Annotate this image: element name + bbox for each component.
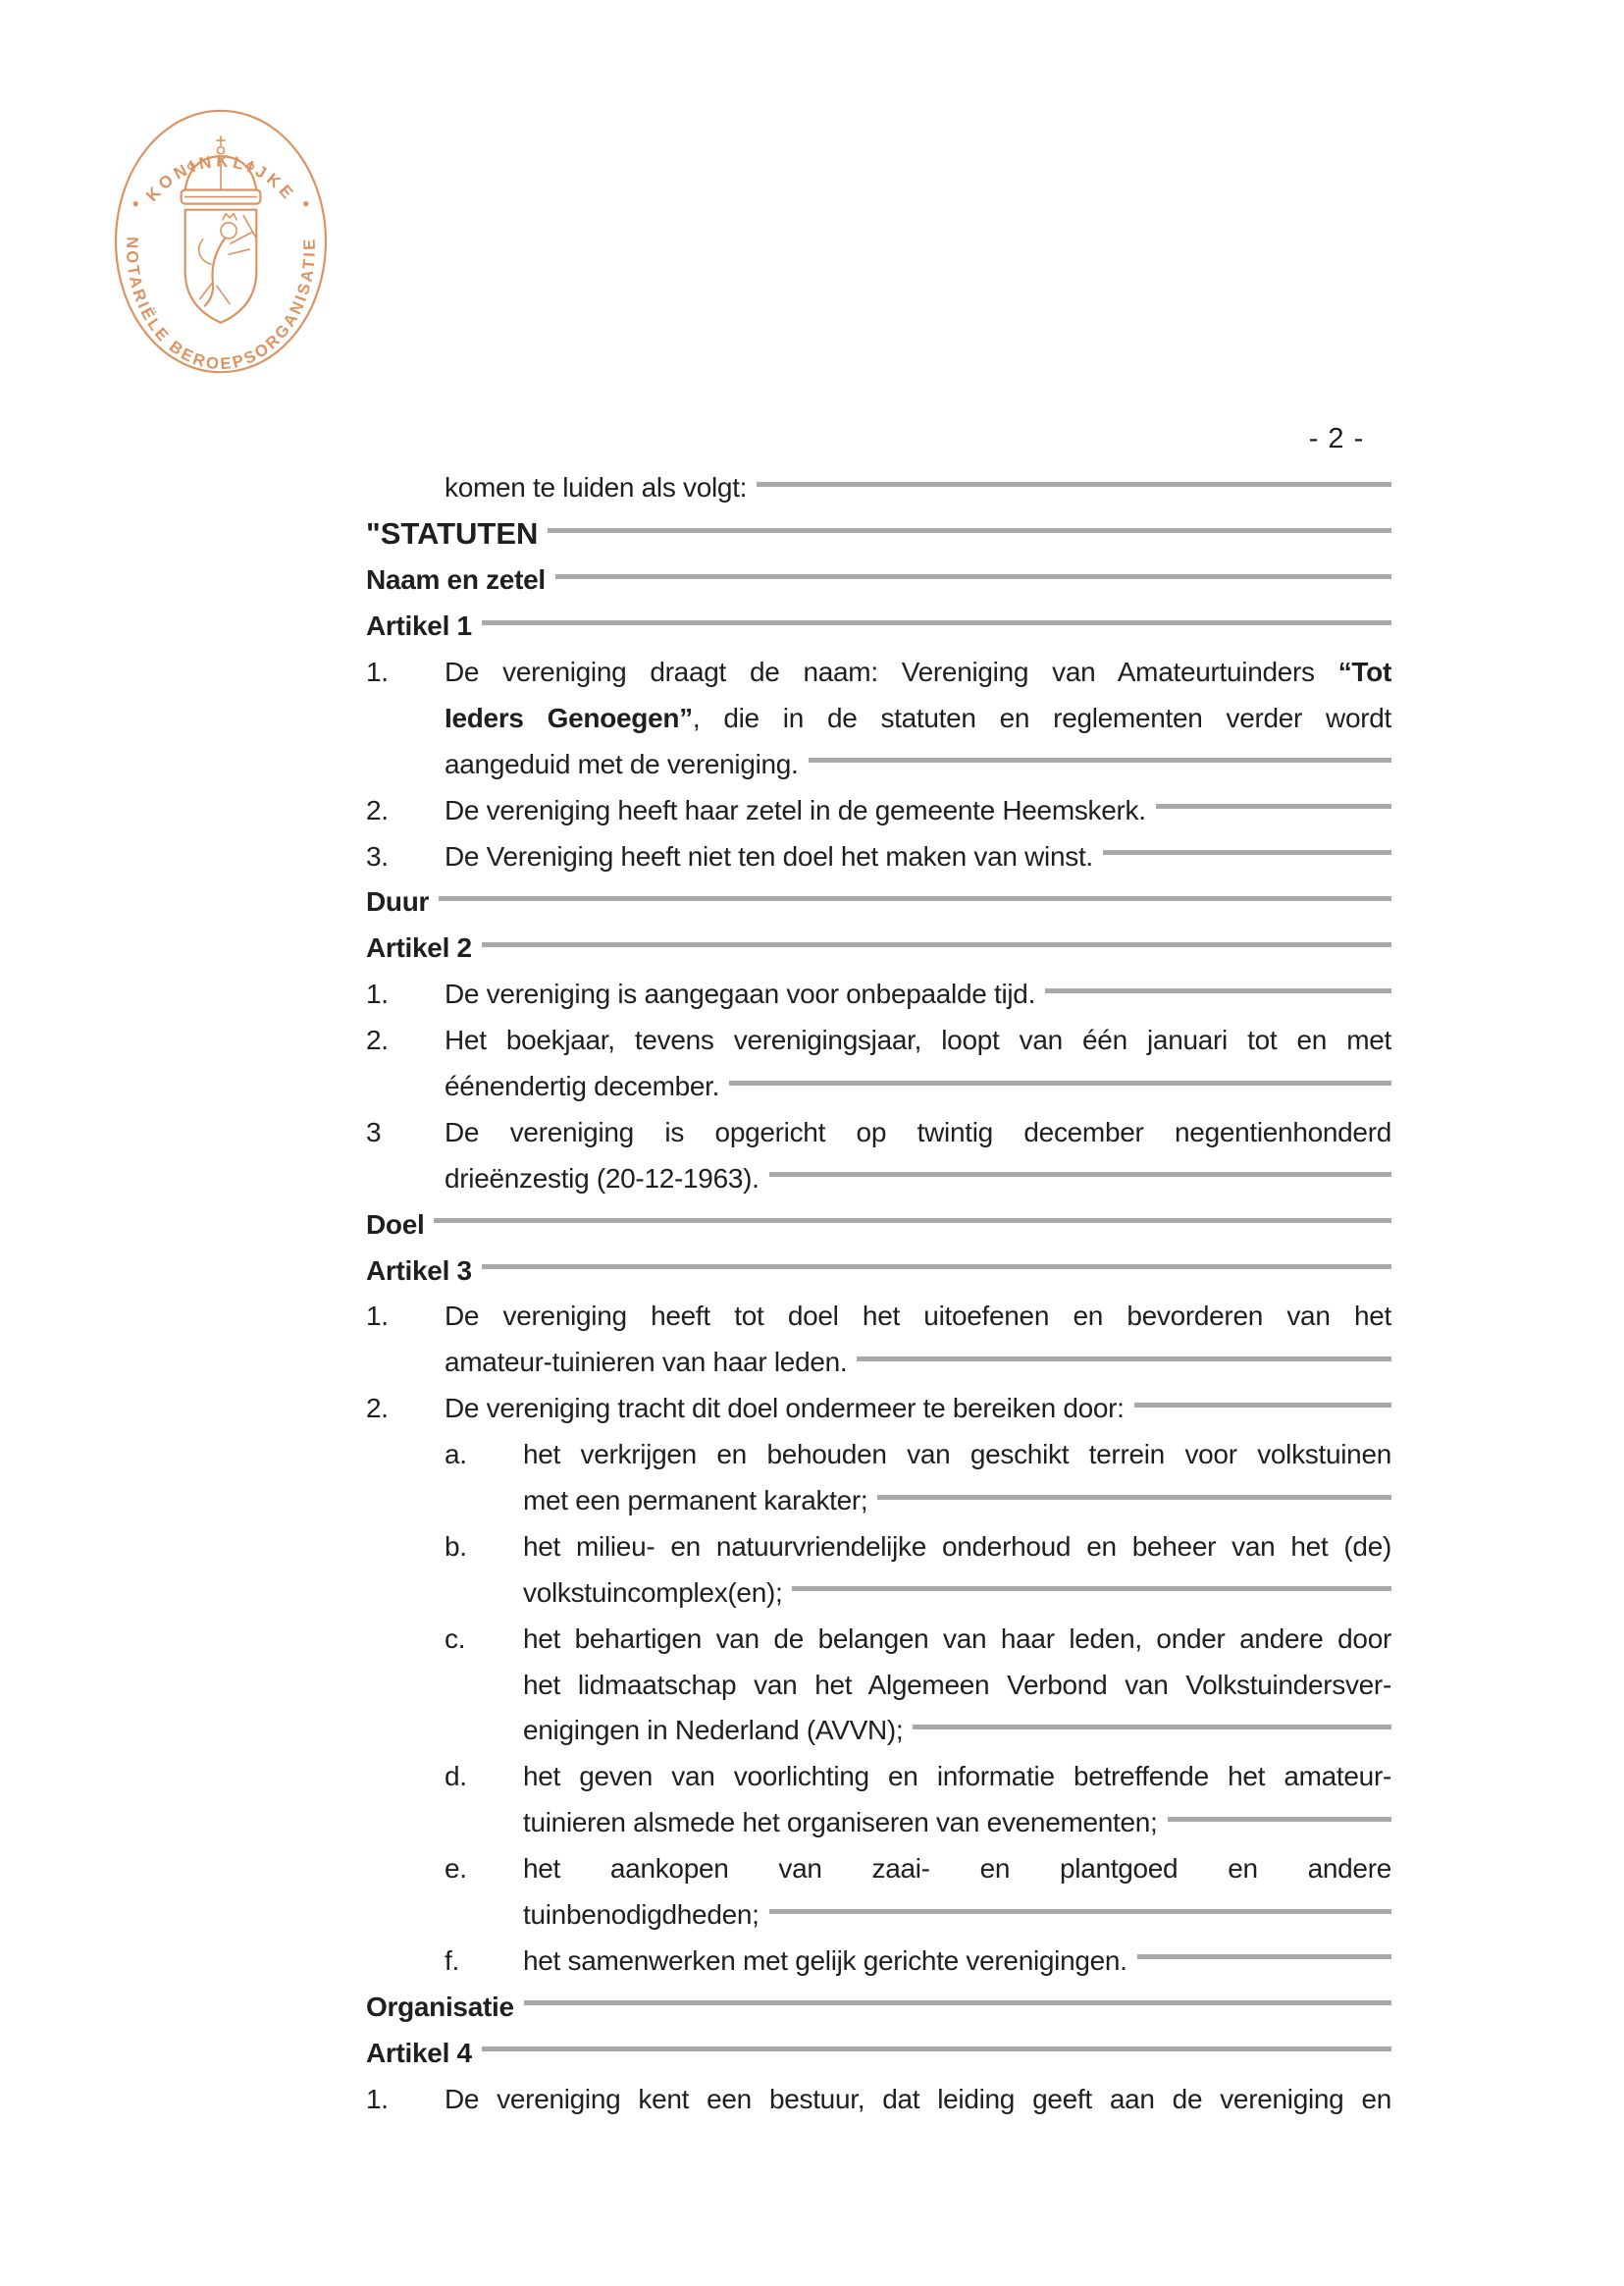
doc-line <box>366 972 1391 1018</box>
doc-line <box>366 1708 1391 1754</box>
line-text: Artikel 4 <box>366 2037 472 2068</box>
fill-line <box>1134 1403 1391 1408</box>
doc-line <box>366 1616 1391 1662</box>
list-marker: 1. <box>366 657 389 687</box>
line-text: Artikel 1 <box>366 611 472 642</box>
heading-line <box>366 926 1391 972</box>
fill-line <box>482 2047 1391 2051</box>
doc-line <box>366 1846 1391 1892</box>
fill-line <box>434 1218 1391 1223</box>
page-number: - 2 - <box>1308 423 1365 454</box>
doc-line <box>366 2076 1391 2122</box>
line-text: het verkrijgen en behouden van geschikt terrein voor volkstuinen <box>523 1439 1391 1470</box>
doc-line <box>366 787 1391 833</box>
line-text: Ieders Genoegen”, die in de statuten en reglementen verder wordt <box>445 702 1391 733</box>
line-text: Naam en zetel <box>366 564 546 596</box>
doc-line <box>366 650 1391 696</box>
doc-line <box>366 1939 1391 1985</box>
doc-line <box>366 1064 1391 1110</box>
doc-line <box>366 1109 1391 1155</box>
line-text: Artikel 2 <box>366 932 472 964</box>
list-marker: d. <box>445 1761 467 1792</box>
fill-line <box>877 1495 1391 1500</box>
line-text: De vereniging is aangegaan voor onbepaalde tijd. <box>445 979 1036 1010</box>
list-marker: 3. <box>366 840 389 872</box>
doc-line <box>366 465 1391 511</box>
fill-line <box>1045 988 1391 993</box>
doc-line <box>366 833 1391 879</box>
fill-line <box>729 1081 1391 1086</box>
doc-line <box>366 1340 1391 1386</box>
heading-line <box>366 511 1391 558</box>
doc-line <box>366 695 1391 741</box>
line-text: volkstuincomplex(en); <box>523 1576 783 1608</box>
doc-line <box>366 1294 1391 1340</box>
line-text: "STATUTEN <box>366 516 539 552</box>
line-text: De vereniging kent een bestuur, dat leiding geeft aan de vereniging en <box>445 2083 1391 2114</box>
doc-line <box>366 741 1391 787</box>
fill-line <box>548 528 1391 533</box>
doc-line <box>366 1569 1391 1616</box>
doc-line <box>366 1754 1391 1800</box>
document-body <box>366 465 1391 2122</box>
line-text: amateur-tuinieren van haar leden. <box>445 1347 848 1378</box>
line-text: Doel <box>366 1208 425 1240</box>
line-text: het lidmaatschap van het Algemeen Verbond van Volkstuindersver- <box>523 1669 1391 1700</box>
line-text: enigingen in Nederland (AVVN); <box>523 1715 904 1746</box>
fill-line <box>1168 1817 1391 1822</box>
fill-line <box>555 574 1391 579</box>
doc-line <box>366 1662 1391 1708</box>
line-text: met een permanent karakter; <box>523 1485 868 1516</box>
knb-seal <box>112 106 330 377</box>
line-text: komen te luiden als volgt: <box>445 472 748 504</box>
seal-dot-left <box>133 201 138 206</box>
seal-dot-right <box>303 201 308 206</box>
line-text: aangeduid met de vereniging. <box>445 748 799 779</box>
line-text: De vereniging tracht dit doel ondermeer te bereiken door: <box>445 1393 1125 1424</box>
fill-line <box>1156 804 1391 809</box>
fill-line <box>757 482 1391 487</box>
doc-line <box>366 1523 1391 1569</box>
list-marker: 1. <box>366 2083 389 2114</box>
list-marker: e. <box>445 1853 467 1885</box>
list-marker: b. <box>445 1530 467 1562</box>
doc-line <box>366 1018 1391 1064</box>
fill-line <box>1103 850 1391 855</box>
coat-of-arms <box>182 136 261 323</box>
fill-line <box>439 896 1391 901</box>
fill-line <box>809 758 1391 763</box>
line-text: De vereniging heeft tot doel het uitoefenen en bevorderen van het <box>445 1301 1391 1332</box>
list-marker: f. <box>445 1944 459 1976</box>
fill-line <box>482 942 1391 947</box>
list-marker: 1. <box>366 1301 389 1332</box>
line-text: tuinbenodigdheden; <box>523 1899 760 1931</box>
line-text: Duur <box>366 886 430 918</box>
crown-icon <box>182 136 261 204</box>
line-text: De vereniging heeft haar zetel in de gemeente Heemskerk. <box>445 794 1146 825</box>
seal-text-top: KONINKLIJKE <box>141 150 300 205</box>
list-marker: 1. <box>366 979 389 1010</box>
line-text: het geven van voorlichting en informatie betreffende het amateur- <box>523 1761 1391 1792</box>
fill-line <box>792 1586 1391 1591</box>
seal-oval <box>116 111 326 372</box>
line-text: het samenwerken met gelijk gerichte verenigingen. <box>523 1944 1127 1976</box>
heading-line <box>366 1248 1391 1294</box>
doc-line <box>366 1892 1391 1939</box>
heading-line <box>366 558 1391 604</box>
doc-line <box>366 1386 1391 1432</box>
doc-line <box>366 1432 1391 1478</box>
heading-line <box>366 1201 1391 1248</box>
doc-line <box>366 1800 1391 1846</box>
list-marker: 2. <box>366 794 389 825</box>
line-text: De vereniging draagt de naam: Vereniging van Amateurtuinders “Tot <box>445 657 1391 687</box>
line-text: tuinieren alsmede het organiseren van evenementen; <box>523 1807 1158 1838</box>
list-marker: c. <box>445 1622 466 1654</box>
fill-line <box>482 1264 1391 1269</box>
list-marker: a. <box>445 1439 467 1470</box>
line-text: het milieu- en natuurvriendelijke onderhoud en beheer van het (de) <box>523 1530 1391 1562</box>
line-text: De Vereniging heeft niet ten doel het maken van winst. <box>445 840 1093 872</box>
fill-line <box>769 1172 1391 1177</box>
seal-text-bottom: NOTARIËLE BEROEPSORGANISATIE <box>122 236 320 374</box>
fill-line <box>769 1909 1391 1914</box>
heading-line <box>366 2030 1391 2076</box>
line-text: De vereniging is opgericht op twintig december negentienhonderd <box>445 1116 1391 1147</box>
heading-line <box>366 879 1391 926</box>
fill-line <box>857 1356 1391 1361</box>
line-text: Artikel 3 <box>366 1254 472 1286</box>
fill-line <box>524 2000 1391 2005</box>
heading-line <box>366 604 1391 650</box>
fill-line <box>482 620 1391 625</box>
svg-text:NOTARIËLE BEROEPSORGANISATIE <box>123 237 319 373</box>
doc-line <box>366 1478 1391 1524</box>
line-text: het behartigen van de belangen van haar leden, onder andere door <box>523 1622 1391 1654</box>
line-text: drieënzestig (20-12-1963). <box>445 1162 760 1194</box>
list-marker: 2. <box>366 1025 389 1056</box>
line-text: éénendertig december. <box>445 1071 720 1102</box>
list-marker: 2. <box>366 1393 389 1424</box>
doc-line <box>366 1155 1391 1201</box>
lion-icon <box>199 214 257 306</box>
fill-line <box>913 1725 1391 1729</box>
fill-line <box>1137 1954 1391 1959</box>
list-marker: 3 <box>366 1116 382 1147</box>
heading-line <box>366 1984 1391 2030</box>
line-text: het aankopen van zaai- en plantgoed en andere <box>523 1853 1391 1885</box>
line-text: Organisatie <box>366 1991 514 2022</box>
shield-icon <box>185 210 257 323</box>
line-text: Het boekjaar, tevens verenigingsjaar, loopt van één januari tot en met <box>445 1025 1391 1056</box>
